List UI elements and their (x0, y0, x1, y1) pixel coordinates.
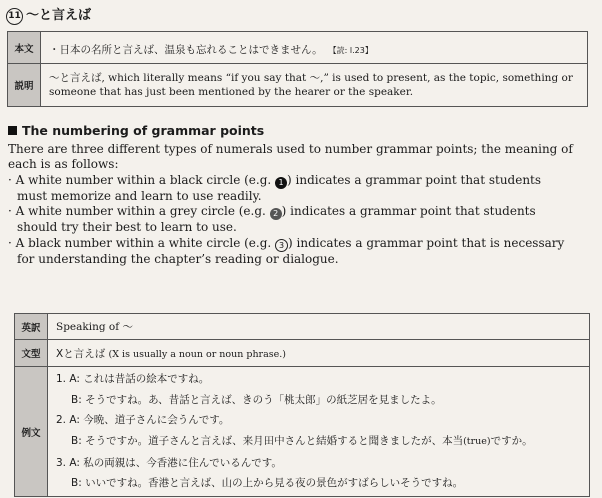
pattern-cell (48, 340, 590, 367)
translation: Speaking of 〜 (48, 314, 590, 340)
examples-cell (48, 367, 590, 497)
bullet-grey-circle: · A white number within a grey circle (e.g. 2 ) indicates a grammar point that students should try their best to learn to use. (8, 204, 536, 235)
grammar-point-title: 〜と言えば (26, 8, 92, 23)
label-explanation: 説明 (8, 64, 41, 107)
example-line: B: いいですね。香港と言えば、山の上から見る夜の景色がすばらしいそうですね。 (71, 477, 464, 490)
numbering-section-body (8, 142, 590, 267)
black-square-icon (8, 126, 17, 135)
example-line: B: そうですか。道子さんと言えば、来月田中さんと結婚すると聞きましたが、本当(true)ですか。 (71, 435, 533, 447)
bullet-white-circle: · A black number within a white circle (e.g. 3 ) indicates a grammar point that is necessary for understanding the chapter’s reading or dialogue. (8, 235, 565, 266)
label-main-text: 本文 (8, 32, 41, 64)
main-text-example: ・日本の名所と言えば、温泉も忘れることはできません。 (49, 44, 323, 56)
main-text-example-cell (41, 32, 588, 64)
label-examples: 例文 (15, 367, 48, 497)
intro-line: each is as follows: (8, 157, 119, 172)
grammar-detail-table (14, 313, 590, 497)
black-circle-number-icon: 1 (275, 177, 287, 189)
grey-circle-number-icon: 2 (270, 208, 282, 220)
example-line: 3. A: 私の両親は、今香港に住んでいるんです。 (56, 456, 282, 469)
explanation-line: someone that has just been mentioned by the hearer or the speaker. (49, 86, 414, 98)
reading-line-reference: 【読: l.23】 (332, 46, 373, 55)
intro-line: There are three different types of numerals used to number grammar points; the meaning of (8, 142, 573, 156)
pattern-note: (X is usually a noun or noun phrase.) (108, 348, 286, 360)
grammar-point-number: 11 (6, 8, 23, 25)
explanation-line: 〜と言えば, which literally means “if you say that 〜,” is used to present, as the topic, something or (49, 72, 573, 84)
example-line: B: そうですね。あ、昔話と言えば、きのう「桃太郎」の紙芝居を見ましたよ。 (71, 393, 442, 406)
grammar-point-heading (6, 4, 91, 25)
pattern: Xと言えば (56, 347, 106, 360)
example-line: 2. A: 今晩、道子さんに会うんです。 (56, 414, 230, 427)
numbering-section-title: The numbering of grammar points (8, 123, 264, 138)
label-translation: 英訳 (15, 314, 48, 340)
example-line: 1. A: これは昔話の絵本ですね。 (56, 373, 210, 386)
main-text-table (7, 31, 588, 107)
label-pattern: 文型 (15, 340, 48, 367)
white-circle-number-icon: 3 (275, 239, 288, 252)
explanation-cell (41, 64, 588, 107)
bullet-black-circle: · A white number within a black circle (e.g. 1 ) indicates a grammar point that students must memorize and learn to use readily. (8, 172, 542, 203)
